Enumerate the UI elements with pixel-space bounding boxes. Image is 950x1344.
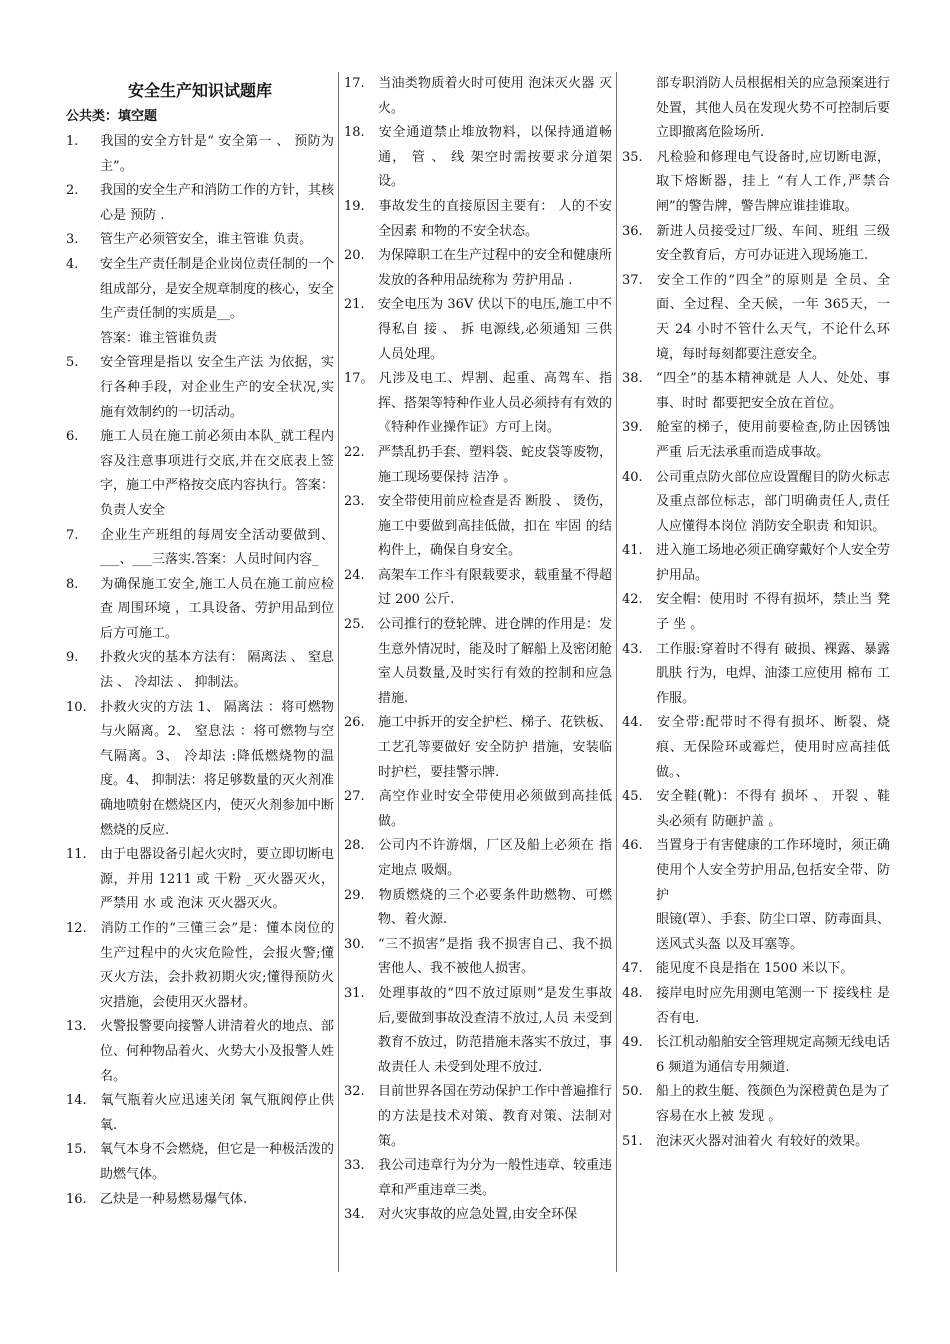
question-text: 管生产必须管安全，谁主管谁 负责。 — [100, 232, 313, 248]
question-item — [344, 564, 612, 613]
question-number: 38. — [622, 371, 643, 387]
question-text: 公司内不许游烟，厂区及船上必须在 指定地点 吸烟。 — [378, 838, 612, 878]
question-text: 进入施工场地必须正确穿戴好个人安全劳护用品。 — [656, 543, 891, 583]
question-text: 部专职消防人员根据相关的应急预案进行处置，其他人员在发现火势不可控制后要立即撤离危险场所. — [656, 76, 891, 141]
question-number: 31. — [344, 985, 365, 1001]
question-item — [622, 834, 890, 908]
question-item — [622, 220, 890, 269]
question-list — [622, 72, 890, 1154]
question-number: 35. — [622, 149, 643, 165]
question-item — [622, 367, 890, 416]
question-item — [344, 72, 612, 121]
question-item — [66, 1138, 334, 1187]
question-item — [344, 834, 612, 883]
question-item — [66, 917, 334, 1015]
question-text: 企业生产班组的每周安全活动要做到、___、___三落实.答案：人员时间内容_ — [100, 527, 334, 568]
question-number: 50. — [622, 1084, 643, 1100]
column-divider — [616, 72, 617, 1272]
question-text: 安全生产责任制是企业岗位责任制的一个组成部分，是安全规章制度的核心，安全生产责任制的实质是__。 — [100, 256, 335, 322]
question-number: 29. — [344, 887, 365, 903]
question-item — [622, 588, 890, 637]
question-text: 安全电压为 36V 伏以下的电压,施工中不得私自 接 、 拆 电源线,必须通知 三供 人员处理。 — [378, 297, 612, 362]
question-number: 14. — [66, 1093, 87, 1109]
question-text: 答案：谁主管谁负责 — [100, 330, 218, 346]
question-number: 22. — [344, 444, 365, 460]
question-text: 氧气本身不会燃烧，但它是一种极活泼的助燃气体。 — [100, 1142, 335, 1182]
question-number: 33. — [344, 1158, 365, 1174]
question-item — [344, 490, 612, 564]
question-item — [344, 1154, 612, 1203]
question-item — [66, 843, 334, 917]
question-text: 事故发生的直接原因主要有： 人的不安全因素 和物的不安全状态。 — [378, 198, 612, 239]
question-number: 17. — [344, 76, 365, 91]
question-item — [622, 146, 890, 220]
question-number: 43. — [622, 641, 643, 657]
question-item — [66, 327, 334, 352]
question-item — [66, 351, 334, 425]
question-number: 51. — [622, 1133, 643, 1149]
question-text: 严禁乱扔手套、塑料袋、蛇皮袋等废物，施工现场要保持 洁净 。 — [378, 444, 613, 485]
question-text: 由于电器设备引起火灾时，要立即切断电源，并用 1211 或 干粉 _灭火器灭火，严禁用 水 或 泡沫 灭火器灭火。 — [100, 847, 335, 912]
question-number: 7. — [66, 527, 79, 543]
question-text: 我国的安全方针是“ 安全第一 、 预防为主”。 — [100, 134, 334, 174]
question-number: 15. — [66, 1142, 87, 1158]
question-number: 1. — [66, 134, 79, 149]
section-heading: 公共类：填空题 — [66, 109, 158, 124]
question-item — [622, 1080, 890, 1129]
question-text: 为保障职工在生产过程中的安全和健康所发放的各种用品统称为 劳护用品 . — [378, 248, 613, 288]
question-text: 物质燃烧的三个必要条件助燃物、可燃物、着火源. — [378, 887, 612, 928]
question-item — [66, 179, 334, 228]
question-number: 16. — [66, 1191, 87, 1207]
question-item — [66, 1188, 334, 1213]
question-item — [66, 228, 334, 253]
question-number: 48. — [622, 985, 643, 1001]
question-number: 25. — [344, 617, 365, 633]
question-item — [622, 908, 890, 957]
question-number: 17。 — [344, 371, 374, 387]
question-item — [622, 638, 890, 712]
question-text: 长江机动船舶安全管理规定高频无线电话 6 频道为通信专用频道. — [656, 1035, 891, 1075]
question-number: 34. — [344, 1207, 365, 1223]
question-item — [66, 425, 334, 523]
question-item — [344, 884, 612, 933]
question-text: 扑救火灾的方法 1、 隔离法 ：将可燃物与火隔离。2、 窒息法 ：将可燃物与空气隔离。3、 冷却法 :降低燃烧物的温度。4、 抑制法：将足够数量的灭火剂准确地喷射在燃烧区内，使灭火剂参加中断燃烧的反应. — [100, 699, 335, 838]
question-text: 新进人员接受过厂级、车间、班组 三级安全教育后，方可办证进入现场施工. — [656, 223, 890, 264]
question-text: “四全”的基本精神就是 人人、处处、事事、时时 都要把安全放在首位。 — [656, 371, 890, 411]
question-text: 火警报警要向接警人讲清着火的地点、部位、何种物品着火、火势大小及报警人姓名。 — [100, 1019, 335, 1084]
question-text: 扑救火灾的基本方法有： 隔离法 、 窒息法 、 冷却法 、 抑制法。 — [100, 650, 334, 691]
question-item — [344, 613, 612, 711]
question-list — [344, 72, 612, 1228]
question-number: 41. — [622, 543, 643, 559]
question-item — [622, 416, 890, 465]
question-item — [344, 1080, 612, 1154]
question-number: 4. — [66, 256, 79, 272]
question-text: 舱室的梯子，使用前要检查,防止因锈蚀严重 后无法承重而造成事故。 — [656, 420, 890, 460]
question-text: 当油类物质着火时可使用 泡沫灭火器 灭火。 — [378, 76, 612, 116]
question-text: 施工人员在施工前必须由本队_就工程内容及注意事项进行交底,并在交底表上签字，施工中严格按交底内容执行。答案：负责人安全 — [100, 429, 335, 518]
question-number: 26. — [344, 715, 365, 731]
question-text: 公司重点防火部位应设置醒目的防火标志及重点部位标志，部门明确责任人,责任人应懂得本岗位 消防安全职责 和知识。 — [656, 469, 891, 534]
question-item — [622, 466, 890, 540]
question-text: 凡涉及电工、焊割、起重、高驾车、指挥、搭架等特种作业人员必须持有有效的《特种作业操作证》方可上岗。 — [378, 371, 613, 436]
question-number: 12. — [66, 921, 87, 936]
question-text: 消防工作的“三懂三会”是：懂本岗位的生产过程中的火灾危险性，会报火警;懂灭火方法，会扑救初期火灾;懂得预防火灾措施，会使用灭火器材。 — [100, 921, 334, 1010]
question-item — [622, 1130, 890, 1155]
question-text: 公司推行的登轮牌、进仓牌的作用是：发生意外情况时，能及时了解船上及密闭舱室人员数量,及时实行有效的控制和应急措施. — [378, 617, 613, 706]
question-number: 47. — [622, 961, 643, 977]
question-list — [66, 130, 334, 1212]
question-item — [66, 253, 334, 327]
question-number: 37. — [622, 272, 643, 288]
question-number: 42. — [622, 592, 643, 608]
question-text: 凡检验和修理电气设备时,应切断电源，取下熔断器，挂上 “有人工作,严禁合闸”的警告牌，警告牌应谁挂谁取。 — [656, 149, 890, 214]
question-text: 安全帽：使用时 不得有损坏，禁止当 凳子 坐 。 — [656, 592, 890, 633]
question-number: 13. — [66, 1019, 87, 1035]
question-text: “三不损害”是指 我不损害自己、我不损害他人、我不被他人损害。 — [378, 936, 612, 977]
column-1 — [66, 72, 334, 1284]
question-item — [622, 72, 890, 146]
question-text: 目前世界各国在劳动保护工作中普遍推行的方法是技术对策、教育对策、法制对策。 — [378, 1084, 613, 1149]
question-number: 18. — [344, 125, 365, 141]
question-item — [344, 441, 612, 490]
question-text: 船上的救生艇、筏颜色为深橙黄色是为了容易在水上被 发现 。 — [656, 1084, 891, 1124]
question-number: 27. — [344, 789, 365, 805]
question-item — [344, 711, 612, 785]
question-text: 氧气瓶着火应迅速关闭 氧气瓶阀停止供氧. — [100, 1093, 334, 1133]
question-number: 21. — [344, 297, 365, 313]
question-text: 处理事故的“四不放过原则”是发生事故后,要做到事故没查清不放过,人员 未受到教育不放过，防范措施未落实不放过，事故责任人 未受到处理不放过. — [378, 985, 613, 1075]
question-number: 28. — [344, 838, 365, 854]
question-number: 10. — [66, 699, 87, 715]
question-number: 46. — [622, 838, 643, 854]
question-text: 安全鞋(靴)：不得有 损坏 、 开裂 、鞋头必须有 防砸护盖 。 — [656, 789, 890, 829]
column-divider — [338, 72, 339, 1272]
question-text: 安全工作的“四全”的原则是 全员、全面、全过程、全天候，一年 365天，一天 24 小时不管什么天气，不论什么环境，每时每刻都要注意安全。 — [656, 272, 890, 362]
question-number: 39. — [622, 420, 643, 436]
question-number: 32. — [344, 1084, 365, 1100]
question-number: 20. — [344, 248, 365, 264]
question-item — [66, 573, 334, 647]
question-item — [622, 785, 890, 834]
question-item — [344, 293, 612, 367]
question-item — [66, 1015, 334, 1089]
question-item — [622, 1031, 890, 1080]
question-number: 30. — [344, 936, 365, 952]
question-number: 44. — [622, 715, 643, 731]
question-item — [622, 982, 890, 1031]
question-item — [66, 130, 334, 179]
question-item — [344, 195, 612, 244]
page-title: 安全生产知识试题库 — [127, 81, 272, 100]
question-text: 安全通道禁止堆放物料，以保持通道畅通， 管 、 线 架空时需按要求分道架设。 — [378, 125, 612, 190]
question-text: 能见度不良是指在 1500 米以下。 — [656, 961, 854, 977]
question-text: 高空作业时安全带使用必须做到高挂低做。 — [378, 789, 612, 829]
question-item — [66, 646, 334, 695]
question-number: 45. — [622, 789, 643, 805]
question-item — [66, 1089, 334, 1138]
question-text: 眼镜(罩）、手套、防尘口罩、防毒面具、送风式头盔 以及耳塞等。 — [656, 912, 890, 952]
question-number: 24. — [344, 567, 365, 583]
question-item — [622, 957, 890, 982]
question-text: 施工中拆开的安全护栏、梯子、花铁板、工艺孔等要做好 安全防护 措施，安装临时护栏，要挂警示牌. — [378, 715, 613, 780]
question-number: 40. — [622, 469, 643, 485]
question-number: 5. — [66, 355, 79, 371]
question-item — [344, 1203, 612, 1228]
question-text: 泡沫灭火器对油着火 有较好的效果。 — [656, 1133, 869, 1149]
column-3 — [622, 72, 890, 1284]
question-item — [622, 539, 890, 588]
question-item — [344, 121, 612, 195]
question-item — [66, 696, 334, 844]
question-text: 安全带使用前应检查是否 断股 、 烫伤，施工中要做到高挂低做，扣在 牢固 的结构件上，确保自身安全。 — [378, 494, 612, 559]
question-number: 11. — [66, 847, 87, 863]
question-number: 9. — [66, 650, 79, 666]
question-item — [344, 933, 612, 982]
question-number: 36. — [622, 223, 643, 239]
question-number: 49. — [622, 1035, 643, 1051]
question-item — [344, 785, 612, 834]
question-text: 为确保施工安全,施工人员在施工前应检查 周围环境 ，工具设备、劳护用品到位后方可施工。 — [100, 576, 334, 641]
question-number: 23. — [344, 494, 365, 510]
question-item — [66, 524, 334, 573]
question-text: 我国的安全生产和消防工作的方针，其核心是 预防 . — [100, 183, 335, 223]
question-number: 6. — [66, 429, 79, 445]
question-text: 接岸电时应先用测电笔测一下 接线柱 是否有电. — [656, 985, 890, 1026]
question-item — [344, 982, 612, 1080]
question-text: 我公司违章行为分为一般性违章、较重违章和严重违章三类。 — [378, 1158, 613, 1198]
question-item — [622, 711, 890, 785]
question-text: 乙炔是一种易燃易爆气体. — [100, 1191, 248, 1207]
question-text: 工作服:穿着时不得有 破损、裸露、暴露肌肤 行为，电焊、油漆工应使用 棉布 工作服。 — [656, 641, 890, 706]
question-text: 高架车工作斗有限载要求，载重量不得超过 200 公斤. — [378, 567, 613, 608]
question-number: 19. — [344, 198, 365, 214]
question-text: 安全管理是指以 安全生产法 为依据，实行各种手段，对企业生产的安全状况,实施有效制约的一切活动。 — [100, 355, 334, 420]
question-text: 当置身于有害健康的工作环境时，须正确使用个人安全劳护用品,包括安全带、防护 — [656, 838, 891, 903]
question-number: 8. — [66, 576, 79, 592]
question-number: 3. — [66, 232, 79, 248]
question-item — [344, 367, 612, 441]
column-2 — [344, 72, 612, 1284]
question-item — [344, 244, 612, 293]
question-text: 对火灾事故的应急处置,由安全环保 — [378, 1207, 578, 1223]
question-number: 2. — [66, 183, 79, 199]
question-item — [622, 269, 890, 367]
question-text: 安全带:配带时不得有损坏、断裂、烧痕、无保险环或霉烂，使用时应高挂低做。、 — [656, 715, 890, 780]
